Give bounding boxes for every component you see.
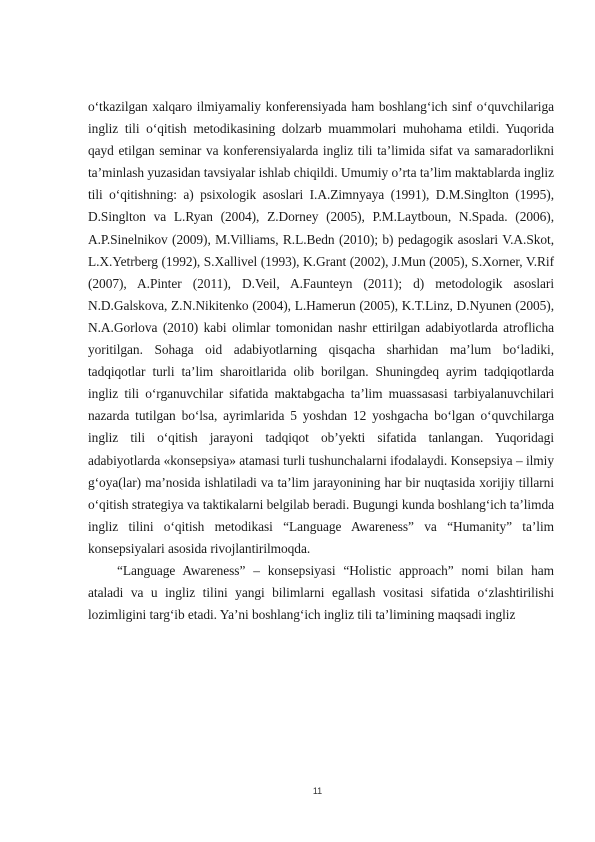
page-number: 11 xyxy=(312,786,323,796)
paragraph-1: o‘tkazilgan xalqaro ilmiyamaliy konferensiyada ham boshlang‘ich sinf o‘quvchilariga ingliz tili o‘qitish metodikasining dolzarb muammolari muhohama etildi. Yuqorida qayd etilgan seminar va konferensiyalarda ingliz tili ta’limida sifat va samaradorlikni ta’minlash yuzasidan tavsiyalar ishlab chiqildi. Umumiy o’rta ta’lim maktablarda ingliz tili o‘qitishning: a) psixologik asoslari I.A.Zimnyaya (1991), D.M.Singlton (1995), D.Singlton va L.Ryan (2004), Z.Dorney (2005), P.M.Laytboun, N.Spada. (2006), A.P.Sinelnikov (2009), M.Villiams, R.L.Bedn (2010); b) pedagogik asoslari V.A.Skot, L.X.Yetrberg (1992), S.Xallivel (1993), K.Grant (2002), J.Mun (2005), S.Xorner, V.Rif (2007), A.Pinter (2011), D.Veil, A.Faunteyn (2011); d) metodologik asoslari N.D.Galskova, Z.N.Nikitenko (2004), L.Hamerun (2005), K.T.Linz, D.Nyunen (2005), N.A.Gorlova (2010) kabi olimlar tomonidan nashr ettirilgan adabiyotlarda atroflicha yoritilgan. Sohaga oid adabiyotlarning qisqacha sharhidan ma’lum bo‘ladiki, tadqiqotlar turli ta’lim sharoitlarida olib borilgan. Shuningdeq ayrim tadqiqotlarda ingliz tili o‘rganuvchilar sifatida maktabgacha ta’lim muassasasi tarbiyalanuvchilari nazarda tutilgan bo‘lsa, ayrimlarida 5 yoshdan 12 yoshgacha bo‘lgan o‘quvchilarga ingliz tili o‘qitish jarayoni tadqiqot ob’yekti sifatida tanlangan. Yuqoridagi adabiyotlarda «konsepsiya» atamasi turli tushunchalarni ifodalaydi. Konsepsiya – ilmiy g‘oya(lar) ma’nosida ishlatiladi va ta’lim jarayonining har bir nuqtasida xorijiy tillarni o‘qitish strategiya va taktikalarni belgilab beradi. Bugungi kunda boshlang‘ich ta’limda ingliz tilini o‘qitish metodikasi “Language Awareness” va “Humanity” ta’lim konsepsiyalari asosida rivojlantirilmoqda. xyxy=(88,99,554,556)
paragraph-2: “Language Awareness” – konsepsiyasi “Holistic approach” nomi bilan ham ataladi va u ingliz tilini yangi bilimlarni egallash vositasi sifatida o‘zlashtirilishi lozimligini targ‘ib etadi. Ya’ni boshlang‘ich ingliz tili ta’limining maqsadi ingliz xyxy=(88,562,554,623)
body-text xyxy=(88,96,554,626)
